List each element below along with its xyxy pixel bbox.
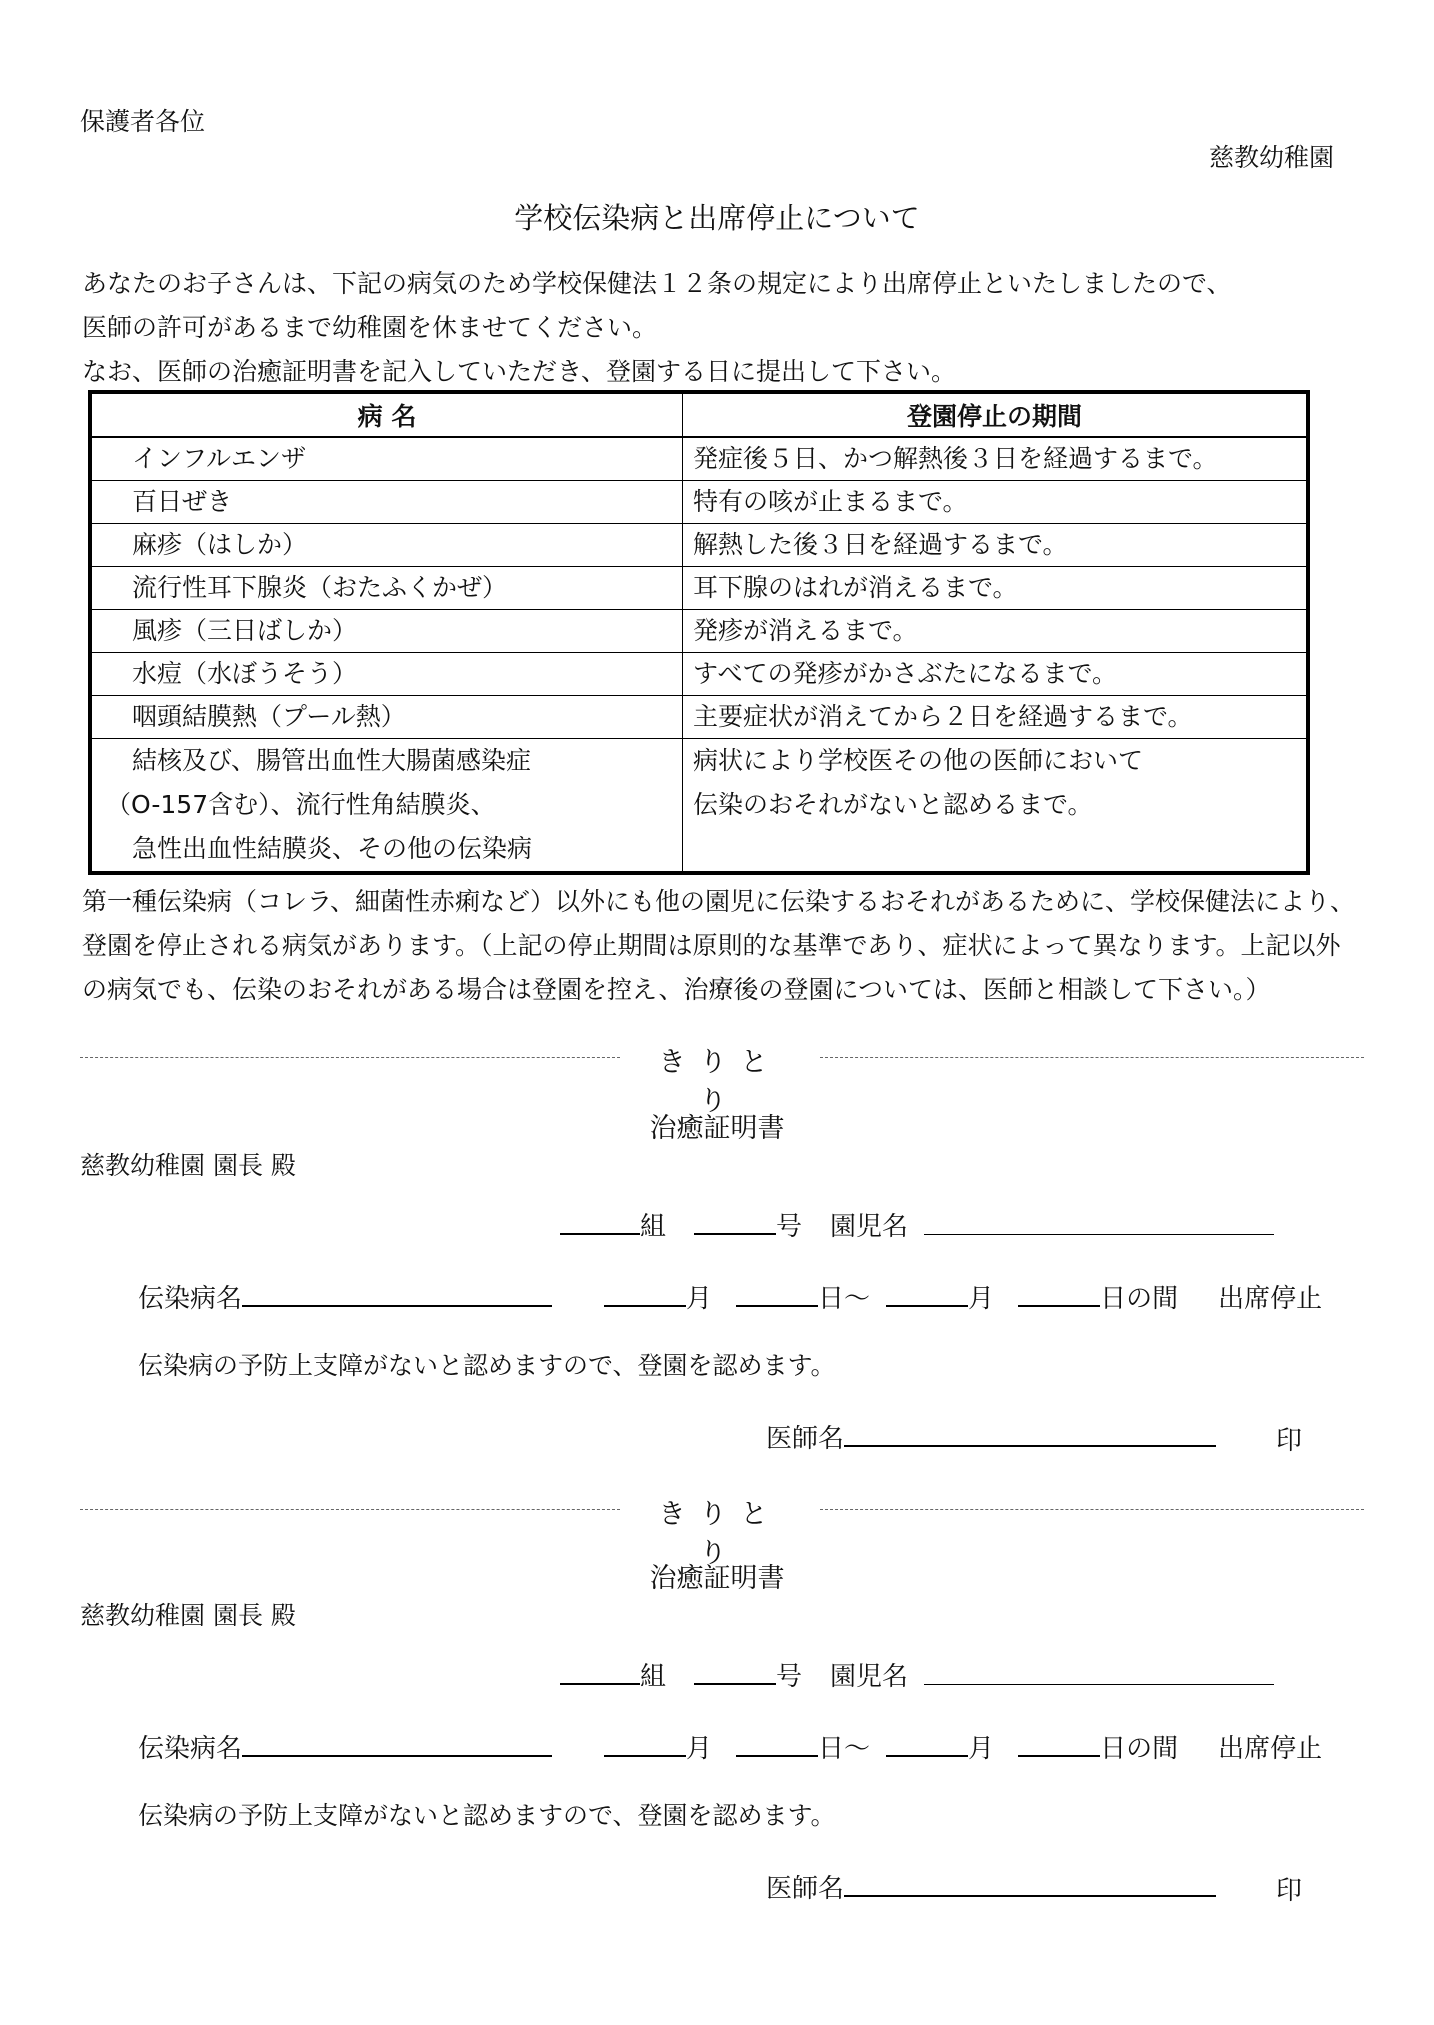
end-month-field[interactable]	[886, 1729, 968, 1757]
day-label: 日の間	[1100, 1734, 1179, 1764]
header-disease-name: 病 名	[90, 392, 683, 437]
disease-name: 麻疹（はしか）	[90, 524, 683, 567]
doctor-label: 医師名	[766, 1874, 845, 1904]
doctor-row	[766, 1868, 1216, 1905]
suspension-period: 発症後５日、かつ解熱後３日を経過するまで。	[683, 437, 1309, 481]
seal-label: 印	[1276, 1876, 1303, 1906]
disease-name: 咽頭結膜熱（プール熱）	[90, 696, 683, 739]
sender-name: 慈教幼稚園	[1208, 143, 1334, 172]
document-title: 学校伝染病と出席停止について	[514, 201, 920, 235]
class-label: 組	[640, 1212, 667, 1242]
child-name-label: 園児名	[830, 1212, 909, 1242]
suspension-period-line: 病状により学校医その他の医師において	[693, 746, 1144, 775]
suspension-period: 発疹が消えるまで。	[683, 610, 1309, 653]
doctor-row	[766, 1418, 1216, 1455]
end-month-field[interactable]	[886, 1279, 968, 1307]
certificate-statement: 伝染病の予防上支障がないと認めますので、登園を認めます。	[138, 1801, 836, 1830]
month-label: 月	[968, 1734, 995, 1764]
table-row	[90, 739, 1308, 874]
number-field[interactable]	[694, 1657, 776, 1685]
day-label: 日～	[818, 1284, 871, 1314]
class-number-name-row	[560, 1206, 1274, 1243]
disease-name: 水痘（水ぼうそう）	[90, 653, 683, 696]
table-row	[90, 610, 1308, 653]
start-day-field[interactable]	[736, 1279, 818, 1307]
disease-label: 伝染病名	[138, 1284, 243, 1314]
suspension-period: 解熱した後３日を経過するまで。	[683, 524, 1309, 567]
number-label: 号	[776, 1662, 803, 1692]
disease-name	[90, 739, 683, 874]
child-name-label: 園児名	[830, 1662, 909, 1692]
suspension-period	[683, 739, 1309, 874]
table-row	[90, 524, 1308, 567]
certificate-addressee: 慈教幼稚園 園長 殿	[80, 1151, 296, 1180]
intro-line: あなたのお子さんは、下記の病気のため学校保健法１２条の規定により出席停止といたしましたので、	[82, 269, 1232, 298]
intro-line: なお、医師の治癒証明書を記入していただき、登園する日に提出して下さい。	[82, 357, 957, 386]
note-line: の病気でも、伝染のおそれがある場合は登園を控え、治療後の登園については、医師と相談して下さい。）	[82, 975, 1271, 1004]
addressee: 保護者各位	[80, 107, 206, 136]
class-label: 組	[640, 1662, 667, 1692]
certificate-statement: 伝染病の予防上支障がないと認めますので、登園を認めます。	[138, 1351, 836, 1380]
cut-line	[80, 1042, 1364, 1117]
table-row	[90, 567, 1308, 610]
doctor-name-field[interactable]	[844, 1869, 1216, 1897]
absence-label: 出席停止	[1218, 1284, 1323, 1314]
number-field[interactable]	[694, 1207, 776, 1235]
start-month-field[interactable]	[604, 1279, 686, 1307]
suspension-period-line: 伝染のおそれがないと認めるまで。	[693, 790, 1093, 819]
table-row	[90, 653, 1308, 696]
certificate-title: 治癒証明書	[649, 1563, 785, 1594]
disease-field[interactable]	[242, 1279, 552, 1307]
disease-name: 百日ぜき	[90, 481, 683, 524]
note-paragraph	[82, 880, 1355, 1012]
end-day-field[interactable]	[1018, 1729, 1100, 1757]
note-line: 登園を停止される病気があります。（上記の停止期間は原則的な基準であり、症状によって異なります。上記以外	[82, 931, 1341, 960]
month-label: 月	[686, 1284, 713, 1314]
table-row	[90, 696, 1308, 739]
day-label: 日の間	[1100, 1284, 1179, 1314]
intro-line: 医師の許可があるまで幼稚園を休ませてください。	[82, 313, 658, 342]
doctor-name-field[interactable]	[844, 1419, 1216, 1447]
disease-field[interactable]	[242, 1729, 552, 1757]
disease-name-line: 急性出血性結膜炎、その他の伝染病	[132, 834, 533, 863]
cut-label: きりとり	[658, 1499, 782, 1569]
intro-paragraph	[82, 262, 1232, 394]
doctor-label: 医師名	[766, 1424, 845, 1454]
start-month-field[interactable]	[604, 1729, 686, 1757]
month-label: 月	[968, 1284, 995, 1314]
number-label: 号	[776, 1212, 803, 1242]
cut-line	[80, 1494, 1364, 1569]
disease-period-row	[138, 1728, 1322, 1765]
disease-name: インフルエンザ	[90, 437, 683, 481]
disease-name-line: （O-157含む）、流行性角結膜炎、	[106, 790, 496, 819]
class-number-name-row	[560, 1656, 1274, 1693]
note-line: 第一種伝染病（コレラ、細菌性赤痢など）以外にも他の園児に伝染するおそれがあるために、学校保健法により、	[82, 887, 1356, 916]
dashed-line	[80, 1509, 620, 1510]
suspension-period: 主要症状が消えてから２日を経過するまで。	[683, 696, 1309, 739]
disease-period-row	[138, 1278, 1322, 1315]
table-row	[90, 481, 1308, 524]
table-row	[90, 437, 1308, 481]
day-label: 日～	[818, 1734, 871, 1764]
disease-table	[88, 390, 1310, 875]
dashed-line	[80, 1057, 620, 1058]
disease-name: 流行性耳下腺炎（おたふくかぜ）	[90, 567, 683, 610]
suspension-period: 特有の咳が止まるまで。	[683, 481, 1309, 524]
dashed-line	[820, 1509, 1364, 1510]
absence-label: 出席停止	[1218, 1734, 1323, 1764]
certificate-form	[0, 1556, 1434, 1976]
seal-label: 印	[1276, 1426, 1303, 1456]
suspension-period: 耳下腺のはれが消えるまで。	[683, 567, 1309, 610]
certificate-form	[0, 1106, 1434, 1526]
end-day-field[interactable]	[1018, 1279, 1100, 1307]
child-name-field[interactable]	[924, 1208, 1274, 1235]
certificate-addressee: 慈教幼稚園 園長 殿	[80, 1601, 296, 1630]
suspension-period: すべての発疹がかさぶたになるまで。	[683, 653, 1309, 696]
disease-name-line: 結核及び、腸管出血性大腸菌感染症	[132, 746, 532, 775]
dashed-line	[820, 1057, 1364, 1058]
header-suspension-period: 登園停止の期間	[683, 392, 1309, 437]
disease-label: 伝染病名	[138, 1734, 243, 1764]
table-header-row	[90, 392, 1308, 437]
class-field[interactable]	[560, 1657, 640, 1685]
start-day-field[interactable]	[736, 1729, 818, 1757]
disease-name: 風疹（三日ばしか）	[90, 610, 683, 653]
month-label: 月	[686, 1734, 713, 1764]
cut-label: きりとり	[658, 1047, 782, 1117]
child-name-field[interactable]	[924, 1658, 1274, 1685]
class-field[interactable]	[560, 1207, 640, 1235]
certificate-title: 治癒証明書	[649, 1113, 785, 1144]
